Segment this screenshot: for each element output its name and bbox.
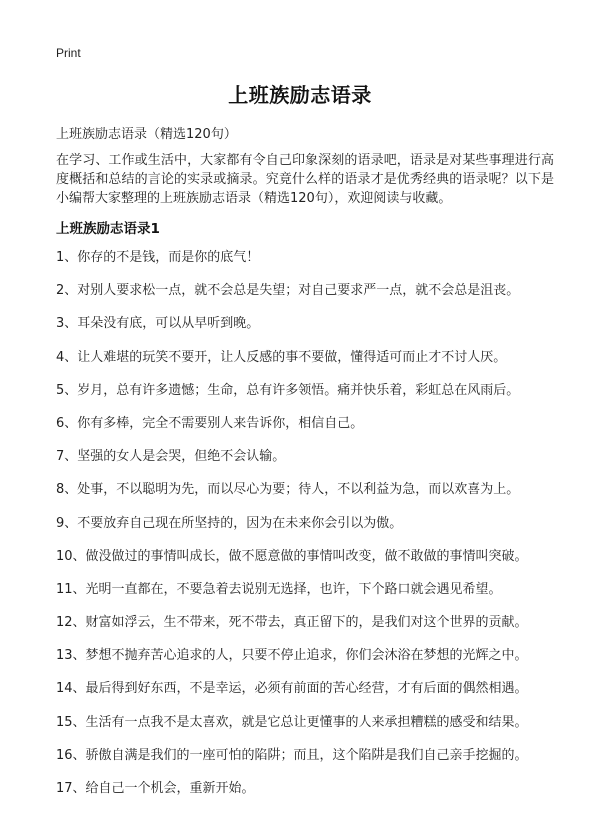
- quote-item: 7、坚强的女人是会哭，但绝不会认输。: [56, 449, 286, 465]
- quote-item: 5、岁月，总有许多遗憾；生命，总有许多领悟。痛并快乐着，彩虹总在风雨后。: [56, 382, 520, 398]
- quote-item: 2、对别人要求松一点，就不会总是失望；对自己要求严一点，就不会总是沮丧。: [56, 283, 520, 299]
- section-heading: 上班族励志语录1: [56, 221, 160, 237]
- quote-item: 13、梦想不抛弃苦心追求的人，只要不停止追求，你们会沐浴在梦想的光辉之中。: [56, 648, 528, 664]
- quote-item: 15、生活有一点我不是太喜欢，就是它总让更懂事的人来承担糟糕的感受和结果。: [56, 714, 528, 730]
- quote-item: 1、你存的不是钱，而是你的底气！: [56, 250, 260, 265]
- intro-paragraph: 在学习、工作或生活中，大家都有令自己印象深刻的语录吧，语录是对某些事理进行高度概括和总结的言论的实录或摘录。究竟什么样的语录才是优秀经典的语录呢？以下是小编帮大家整理的上班族励志语录（精选120句），欢迎阅读与收藏。: [56, 153, 554, 206]
- print-link[interactable]: Print: [56, 46, 81, 60]
- quote-item: 8、处事，不以聪明为先，而以尽心为要；待人，不以利益为急，而以欢喜为上。: [56, 482, 520, 498]
- quote-item: 14、最后得到好东西，不是幸运，必须有前面的苦心经营，才有后面的偶然相遇。: [56, 681, 528, 697]
- quote-item: 16、骄傲自满是我们的一座可怕的陷阱；而且，这个陷阱是我们自己亲手挖掘的。: [56, 747, 528, 763]
- quote-item: 17、给自己一个机会，重新开始。: [56, 781, 255, 796]
- quote-item: 11、光明一直都在，不要急着去说别无选择，也许，下个路口就会遇见希望。: [56, 581, 502, 597]
- quote-item: 10、做没做过的事情叫成长，做不愿意做的事情叫改变，做不敢做的事情叫突破。: [56, 548, 528, 564]
- quote-item: 4、让人难堪的玩笑不要开，让人反感的事不要做，懂得适可而止才不讨人厌。: [56, 349, 507, 365]
- subtitle: 上班族励志语录（精选120句）: [56, 127, 237, 142]
- page-title: 上班族励志语录: [228, 83, 372, 107]
- quote-item: 6、你有多棒，完全不需要别人来告诉你，相信自己。: [56, 415, 364, 431]
- quote-item: 12、财富如浮云，生不带来，死不带去，真正留下的，是我们对这个世界的贡献。: [56, 615, 528, 631]
- quote-item: 9、不要放弃自己现在所坚持的，因为在未来你会引以为傲。: [56, 515, 403, 531]
- quote-item: 3、耳朵没有底，可以从早听到晚。: [56, 316, 260, 332]
- quote-list: [56, 248, 554, 812]
